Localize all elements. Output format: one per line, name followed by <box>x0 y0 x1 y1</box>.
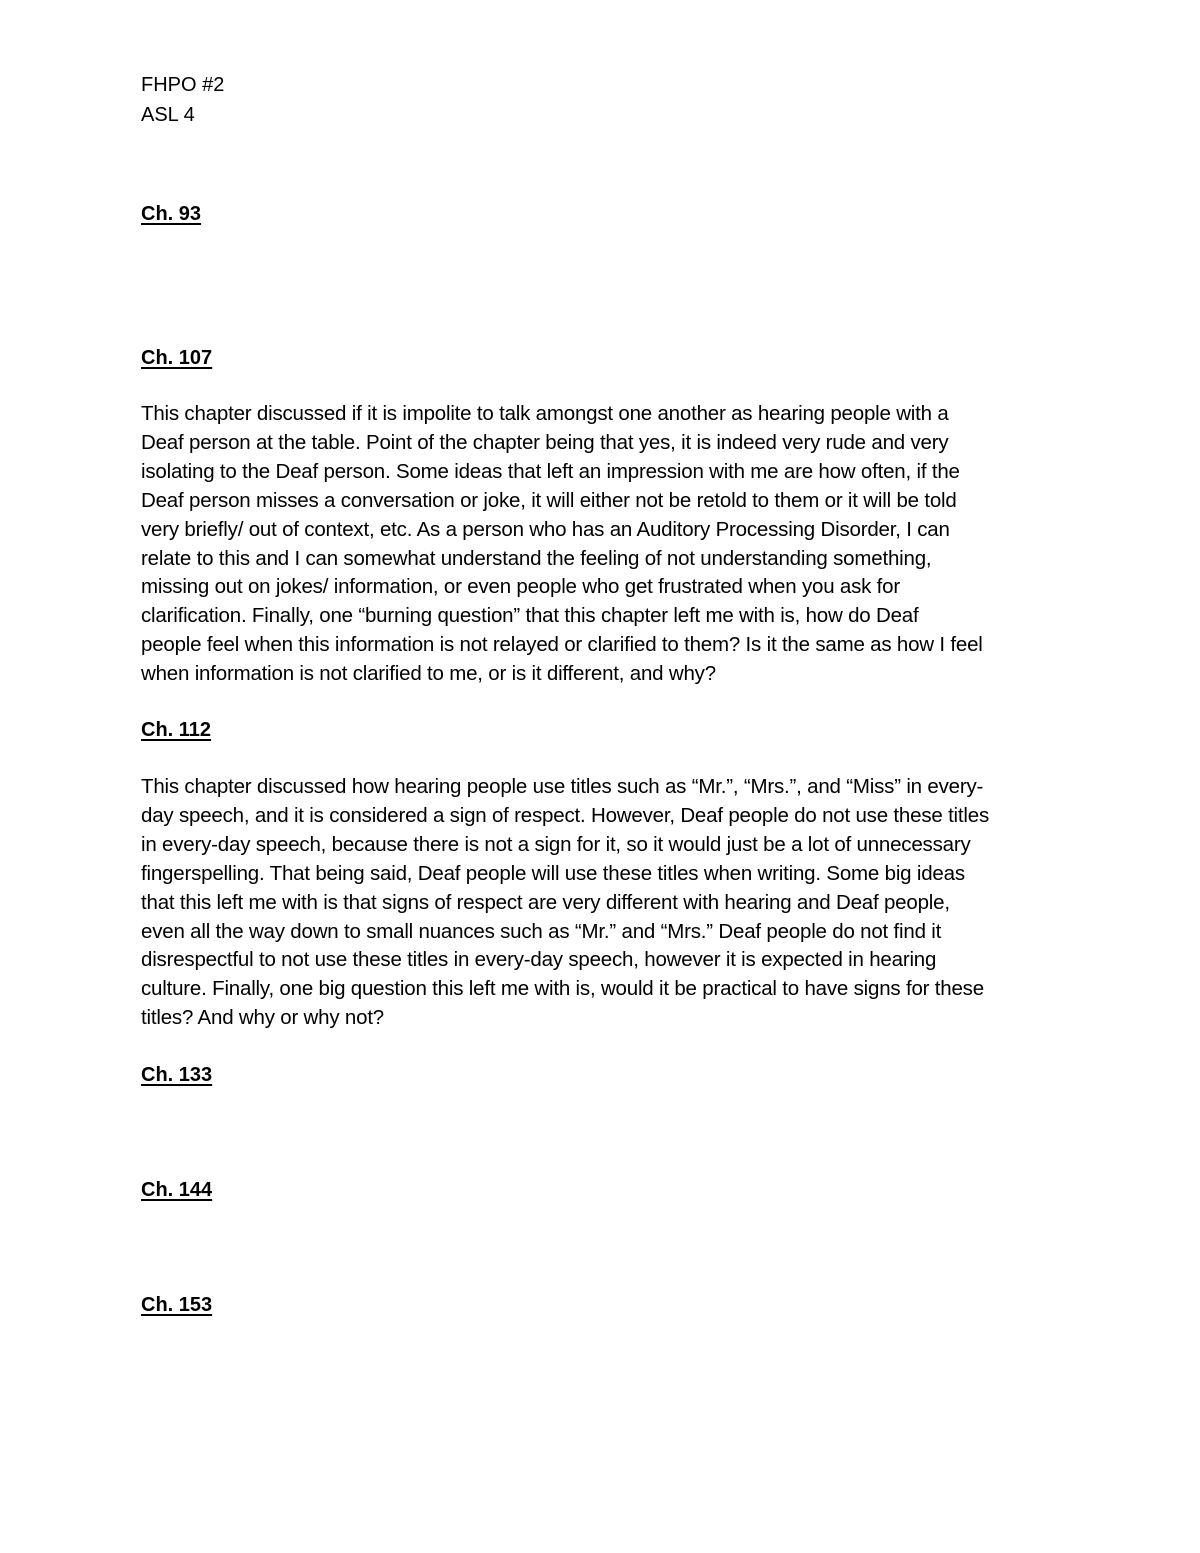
paragraph-line: when information is not clarified to me, or is it different, and why? <box>141 662 716 686</box>
chapter-heading-153: Ch. 153 <box>141 1294 213 1316</box>
paragraph-line: relate to this and I can somewhat understand the feeling of not understanding something, <box>141 546 932 570</box>
chapter-heading-107: Ch. 107 <box>141 347 213 369</box>
paragraph-line: Deaf person misses a conversation or joke, it will either not be retold to them or it will be told <box>141 488 957 512</box>
paragraph-line: clarification. Finally, one “burning question” that this chapter left me with is, how do Deaf <box>141 604 919 628</box>
chapter-heading-112: Ch. 112 <box>141 719 212 741</box>
chapter-107-paragraph <box>141 400 1071 689</box>
chapter-heading-144: Ch. 144 <box>141 1179 213 1201</box>
paragraph-line: titles? And why or why not? <box>141 1006 385 1030</box>
chapter-heading-93: Ch. 93 <box>141 203 202 225</box>
paragraph-line: culture. Finally, one big question this left me with is, would it be practical to have signs for these <box>141 977 984 1001</box>
paragraph-line: This chapter discussed how hearing people use titles such as “Mr.”, “Mrs.”, and “Miss” in every- <box>141 775 984 798</box>
paragraph-line: missing out on jokes/ information, or even people who get frustrated when you ask for <box>141 575 901 599</box>
paragraph-line: Deaf person at the table. Point of the chapter being that yes, it is indeed very rude and very <box>141 430 949 454</box>
paragraph-line: very briefly/ out of context, etc. As a person who has an Auditory Processing Disorder, I can <box>141 517 950 541</box>
paragraph-line: disrespectful to not use these titles in every-day speech, however it is expected in hearing <box>141 948 937 972</box>
paragraph-line: fingerspelling. That being said, Deaf people will use these titles when writing. Some big ideas <box>141 861 965 885</box>
chapter-heading-133: Ch. 133 <box>141 1064 213 1086</box>
paragraph-line: in every-day speech, because there is not a sign for it, so it would just be a lot of unnecessary <box>141 832 971 856</box>
paragraph-line: even all the way down to small nuances such as “Mr.” and “Mrs.” Deaf people do not find it <box>141 919 942 943</box>
chapter-112-paragraph <box>141 773 1071 1033</box>
course-code: FHPO #2 <box>141 74 225 96</box>
paragraph-line: This chapter discussed if it is impolite to talk amongst one another as hearing people with a <box>141 402 949 425</box>
class-name: ASL 4 <box>141 104 195 126</box>
paragraph-line: that this left me with is that signs of respect are very different with hearing and Deaf people, <box>141 890 950 914</box>
paragraph-line: day speech, and it is considered a sign of respect. However, Deaf people do not use these titles <box>141 803 990 827</box>
paragraph-line: isolating to the Deaf person. Some ideas that left an impression with me are how often, if the <box>141 459 960 483</box>
paragraph-line: people feel when this information is not relayed or clarified to them? Is it the same as how I feel <box>141 633 983 657</box>
